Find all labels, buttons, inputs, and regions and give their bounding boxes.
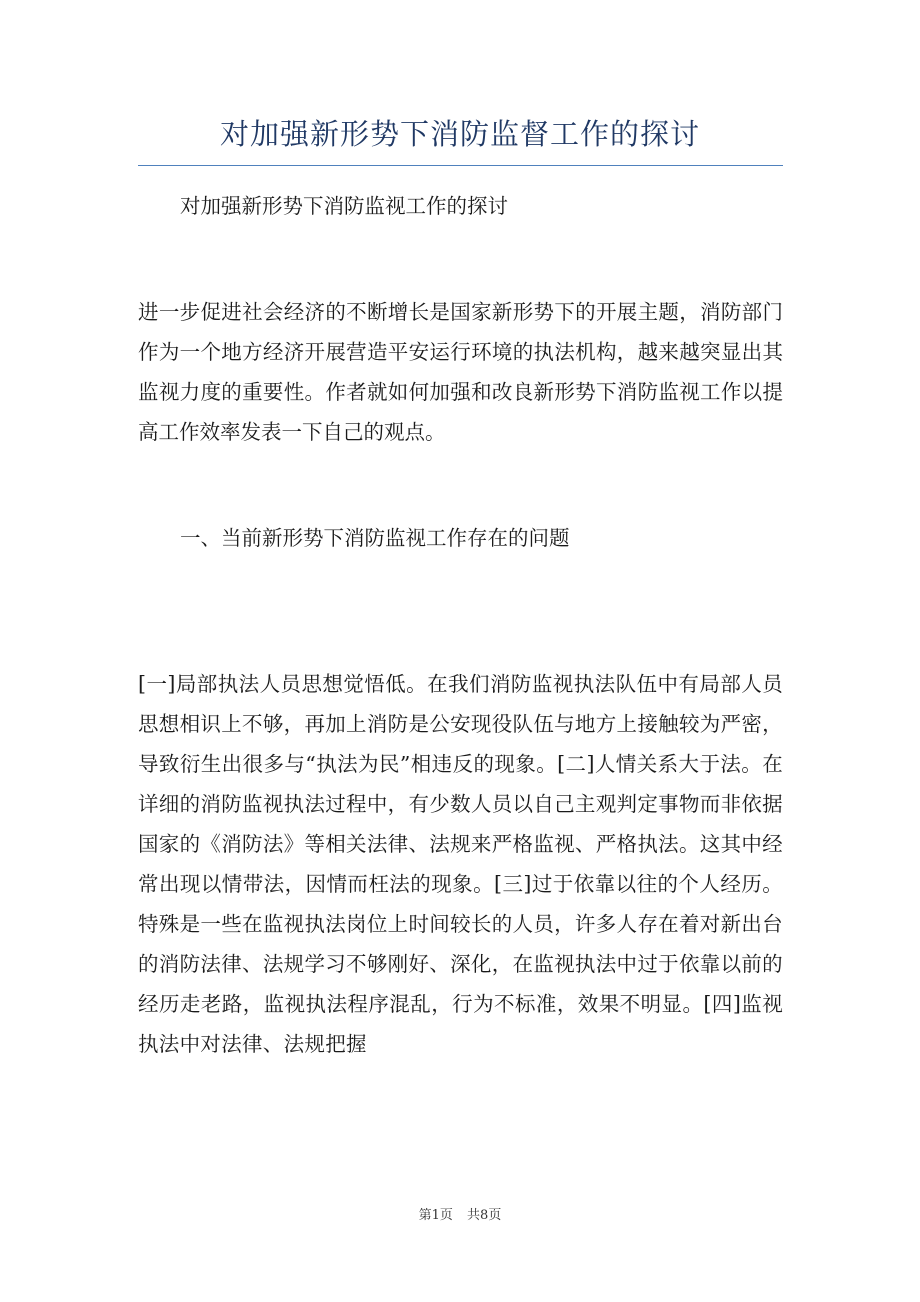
document-body <box>138 186 783 1064</box>
intro-paragraph: 进一步促进社会经济的不断增长是国家新形势下的开展主题，消防部门作为一个地方经济开展营造平安运行环境的执法机构，越来越突显出其监视力度的重要性。作者就如何加强和改良新形势下消防监视工作以提高工作效率发表一下自己的观点。 <box>138 300 783 444</box>
section-heading: 一、当前新形势下消防监视工作存在的问题 <box>180 526 570 550</box>
section-paragraph: [一]局部执法人员思想觉悟低。在我们消防监视执法队伍中有局部人员思想相识上不够，再加上消防是公安现役队伍与地方上接触较为严密，导致衍生出很多与“执法为民”相违反的现象。[二]人情关系大于法。在详细的消防监视执法过程中，有少数人员以自己主观判定事物而非依据国家的《消防法》等相关法律、法规来严格监视、严格执法。这其中经常出现以情带法，因情而枉法的现象。[三]过于依靠以往的个人经历。特殊是一些在监视执法岗位上时间较长的人员，许多人存在着对新出台的消防法律、法规学习不够刚好、深化，在监视执法中过于依靠以前的经历走老路，监视执法程序混乱，行为不标准，效果不明显。[四]监视执法中对法律、法规把握 <box>138 672 783 1056</box>
page-title: 对加强新形势下消防监督工作的探讨 <box>219 117 700 151</box>
page-number: 第1页 共8页 <box>418 1208 502 1223</box>
title-divider <box>138 165 783 166</box>
document-subtitle: 对加强新形势下消防监视工作的探讨 <box>180 194 508 218</box>
